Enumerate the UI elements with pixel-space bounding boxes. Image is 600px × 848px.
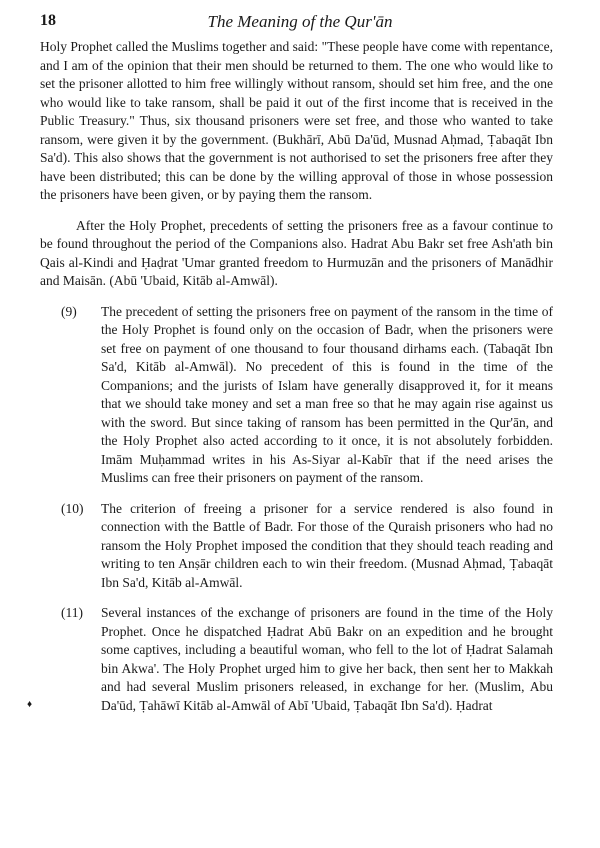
numbered-note — [40, 604, 553, 715]
note-text: The criterion of freeing a prisoner for a service rendered is also found in connection with the Battle of Badr. For those of the Quraish prisoners who had no ransom the Holy Prophet imposed the condition that they should teach reading and writing to ten Anṣār children each to win their freedom. (Musnad Aḥmad, Ṭabaqāt Ibn Sa'd, Kitāb al-Amwāl. — [101, 500, 553, 590]
page-number: 18 — [40, 12, 56, 29]
paragraph-companions: After the Holy Prophet, precedents of setting the prisoners free as a favour continue to be found throughout the period of the Companions also. Hadrat Abu Bakr set free Ash'ath bin Qais al-Kindi and Ḥaḍrat 'Umar granted freedom to Hurmuzān and the prisoners of Manādhir and Maisān. (Abū 'Ubaid, Kitāb al-Amwāl). — [40, 217, 553, 288]
note-text: Several instances of the exchange of prisoners are found in the time of the Holy Prophet. Once he dispatched Ḥadrat Abū Bakr on an expedition and he brought some captives, including a beautiful woman, who fell to the lot of Ḥadrat Salamah bin Akwa'. The Holy Prophet urged him to give her back, then sent her to Makkah and had several Muslim prisoners released, in exchange for her. (Muslim, Abu Da'ūd, Ṭahāwī Kitāb al-Amwāl of Abī 'Ubaid, Ṭabaqāt Ibn Sa'd). Ḥadrat — [101, 605, 553, 713]
paragraph-continuation: Holy Prophet called the Muslims together and said: "These people have come with repentance, and I am of the opinion that their men should be returned to them. The one who would like to set the prisoner allotted to him free willingly without ransom, should set him free, and the one who would like to take ransom, shall be paid it out of the first income that is received in the Public Treasury." Thus, six thousand prisoners were set free, and those who wanted to take ransom, were given it by the government. (Bukhārī, Abū Da'ūd, Musnad Aḥmad, Ṭabaqāt Ibn Sa'd). This also shows that the government is not authorised to set the prisoners free after they have been distributed; this can be done by the willing approval of those in whose possession the prisoners have been given, or by paying them the ransom. — [40, 39, 553, 202]
note-number: (11) — [61, 605, 83, 620]
page-header — [40, 12, 560, 36]
numbered-note — [40, 500, 553, 593]
note-number: (9) — [61, 303, 77, 319]
running-title: The Meaning of the Qur'ān — [207, 12, 393, 31]
numbered-note — [40, 303, 553, 488]
page-body — [40, 38, 553, 715]
note-text: The precedent of setting the prisoners free on payment of the ransom in the time of the Holy Prophet is found only on the occasion of Badr, when the prisoners were set free on payment of one thousand to four thousand dirhams each. (Tabaqāt Ibn Sa'd, Kitāb al-Amwāl). No precedent of this is found in the time of the Companions; and the jurists of Islam have generally disapproved it, for it means that we should take money and set a man free so that he may again rise against us with the sword. But since taking of ransom has been permitted in the Qur'ān, and the Holy Prophet also acted according to it once, it is not absolutely forbidden. Imām Muḥammad writes in his As-Siyar al-Kabīr that if the need arises the Muslims can free their prisoners on payment of the ransom. — [101, 303, 553, 485]
margin-bullet-icon: ♦ — [27, 699, 33, 710]
note-number: (10) — [61, 500, 84, 516]
